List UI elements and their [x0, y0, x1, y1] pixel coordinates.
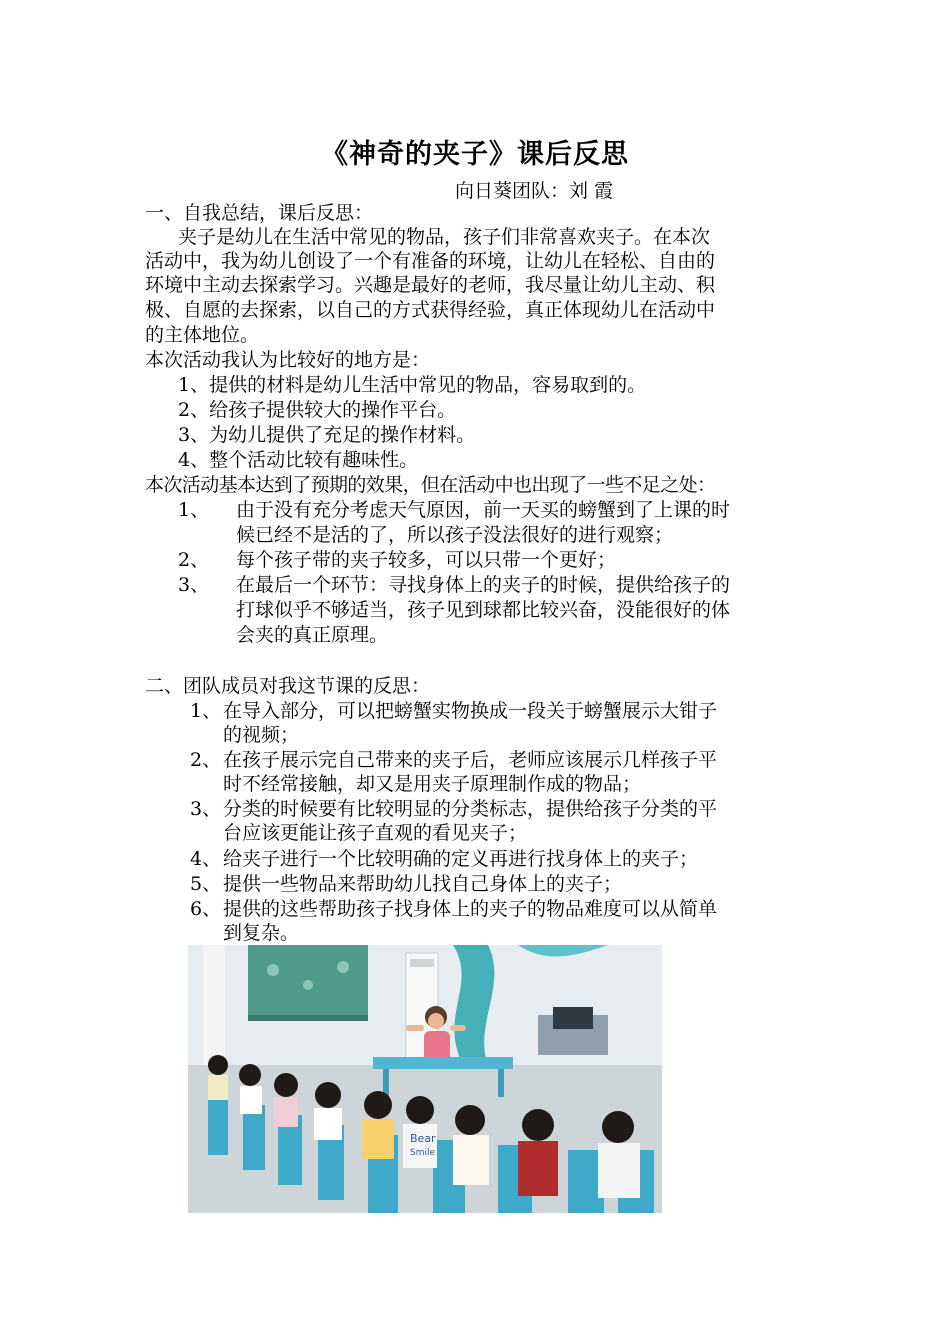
classroom-photo-illustration — [188, 945, 662, 1213]
list-number: 2、 — [178, 549, 210, 571]
list-item-text: 时不经常接触，却又是用夹子原理制作成的物品； — [223, 773, 642, 795]
classroom-photo — [188, 945, 662, 1213]
list-item-text: 到复杂。 — [223, 922, 300, 944]
list-number: 3、 — [190, 798, 222, 820]
list-number: 2、 — [190, 749, 222, 771]
list-item: 2、给孩子提供较大的操作平台。 — [178, 399, 457, 421]
author-line: 向日葵团队：刘 霞 — [455, 180, 614, 202]
curtain-rail — [248, 1015, 368, 1021]
list-item: 3、为幼儿提供了充足的操作材料。 — [178, 424, 476, 446]
section1-heading: 一、自我总结，课后反思： — [145, 202, 374, 224]
monitor — [553, 1007, 593, 1029]
list-number: 1、 — [190, 700, 222, 722]
list-item-text: 在导入部分，可以把螃蟹实物换成一段关于螃蟹展示大钳子 — [223, 700, 718, 722]
section2-heading: 二、团队成员对我这节课的反思： — [145, 675, 431, 697]
paragraph-line: 活动中，我为幼儿创设了一个有准备的环境，让幼儿在轻松、自由的 — [145, 250, 716, 272]
good-points-heading: 本次活动我认为比较好的地方是： — [145, 349, 431, 371]
list-item-text: 在孩子展示完自己带来的夹子后，老师应该展示几样孩子平 — [223, 749, 718, 771]
list-item-text: 在最后一个环节：寻找身体上的夹子的时候，提供给孩子的 — [236, 574, 731, 596]
list-item-text: 提供的这些帮助孩子找身体上的夹子的物品难度可以从简单 — [223, 898, 718, 920]
list-item-text: 会夹的真正原理。 — [236, 624, 389, 646]
paragraph-line: 的主体地位。 — [145, 324, 260, 346]
list-item-text: 由于没有充分考虑天气原因，前一天买的螃蟹到了上课的时 — [236, 499, 731, 521]
list-number: 3、 — [178, 574, 210, 596]
child-shirt — [403, 1124, 437, 1168]
list-item: 4、整个活动比较有趣味性。 — [178, 449, 419, 471]
list-item-text: 提供一些物品来帮助幼儿找自己身体上的夹子； — [223, 873, 623, 895]
list-item-text: 分类的时候要有比较明显的分类标志，提供给孩子分类的平 — [223, 798, 718, 820]
shortcomings-heading: 本次活动基本达到了预期的效果，但在活动中也出现了一些不足之处： — [145, 474, 716, 496]
list-item-text: 台应该更能让孩子直观的看见夹子； — [223, 822, 528, 844]
paragraph-line: 极、自愿的去探索，以自己的方式获得经验，真正体现幼儿在活动中 — [145, 299, 716, 321]
list-item-text: 打球似乎不够适当，孩子见到球都比较兴奋，没能很好的体 — [236, 599, 731, 621]
list-item-text: 每个孩子带的夹子较多，可以只带一个更好； — [236, 549, 617, 571]
paragraph-line: 环境中主动去探索学习。兴趣是最好的老师，我尽量让幼儿主动、积 — [145, 274, 716, 296]
paragraph-line: 夹子是幼儿在生活中常见的物品，孩子们非常喜欢夹子。在本次 — [178, 226, 711, 248]
list-number: 1、 — [178, 499, 210, 521]
blue-table — [373, 1057, 513, 1069]
pillar — [203, 945, 225, 1065]
list-number: 6、 — [190, 898, 222, 920]
document-title: 《神奇的夹子》课后反思 — [321, 139, 629, 170]
shirt-text-2: Smile — [410, 1148, 436, 1158]
list-item-text: 的视频； — [223, 724, 300, 746]
list-number: 5、 — [190, 873, 222, 895]
shirt-text-1: Bear — [410, 1132, 436, 1145]
list-number: 4、 — [190, 848, 222, 870]
list-item-text: 候已经不是活的了，所以孩子没法很好的进行观察； — [236, 524, 674, 546]
list-item-text: 给夹子进行一个比较明确的定义再进行找身体上的夹子； — [223, 848, 699, 870]
list-item: 1、提供的材料是幼儿生活中常见的物品，容易取到的。 — [178, 374, 647, 396]
